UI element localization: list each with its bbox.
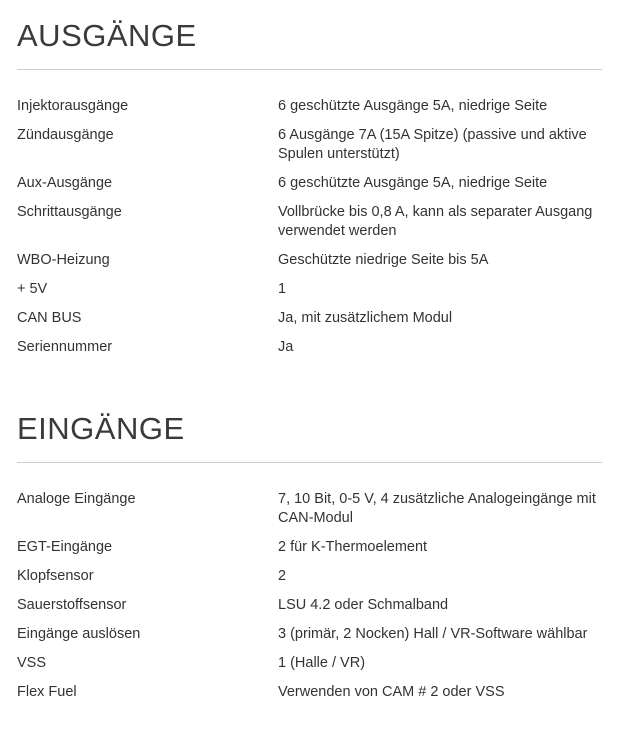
inputs-divider — [17, 462, 602, 463]
spec-label: + 5V — [17, 281, 48, 297]
spec-value: Vollbrücke bis 0,8 A, kann als separater Ausgang verwendet werden — [278, 204, 593, 239]
spec-label: EGT-Eingänge — [17, 539, 113, 555]
spec-value: 1 (Halle / VR) — [278, 655, 366, 671]
spec-row-stepper-outputs — [17, 203, 602, 241]
spec-label: Eingänge auslösen — [17, 626, 141, 642]
spec-label: CAN BUS — [17, 310, 82, 326]
spec-row-ignition-outputs — [17, 126, 602, 164]
spec-row-wbo-heater — [17, 251, 602, 270]
spec-label: Sauerstoffsensor — [17, 597, 127, 613]
spec-value: 6 geschützte Ausgänge 5A, niedrige Seite — [278, 98, 548, 114]
spec-value: Geschützte niedrige Seite bis 5A — [278, 252, 489, 268]
spec-label: Injektorausgänge — [17, 98, 129, 114]
spec-row-5v — [17, 280, 602, 299]
spec-value: 2 für K-Thermoelement — [278, 539, 428, 555]
spec-row-knock-sensor — [17, 567, 602, 586]
spec-value: 2 — [278, 568, 287, 584]
spec-row-oxygen-sensor — [17, 596, 602, 615]
spec-label: Seriennummer — [17, 339, 113, 355]
spec-value: 1 — [278, 281, 287, 297]
spec-row-vss — [17, 654, 602, 673]
outputs-divider — [17, 69, 602, 70]
spec-value: 6 Ausgänge 7A (15A Spitze) (passive und aktive Spulen unterstützt) — [278, 127, 587, 162]
spec-value: LSU 4.2 oder Schmalband — [278, 597, 449, 613]
inputs-section — [17, 410, 602, 712]
spec-row-flex-fuel — [17, 683, 602, 702]
outputs-spec-list — [17, 97, 602, 357]
outputs-section — [17, 17, 602, 367]
spec-value: 3 (primär, 2 Nocken) Hall / VR-Software wählbar — [278, 626, 588, 642]
spec-label: Flex Fuel — [17, 684, 77, 700]
spec-label: Analoge Eingänge — [17, 491, 136, 507]
spec-label: Zündausgänge — [17, 127, 114, 143]
inputs-spec-list — [17, 490, 602, 702]
spec-row-can-bus — [17, 309, 602, 328]
spec-label: Schrittausgänge — [17, 204, 122, 220]
spec-label: Aux-Ausgänge — [17, 175, 113, 191]
outputs-title: AUSGÄNGE — [17, 18, 197, 53]
spec-label: WBO-Heizung — [17, 252, 110, 268]
inputs-title: EINGÄNGE — [17, 411, 185, 446]
spec-row-serial-number — [17, 338, 602, 357]
spec-label: Klopfsensor — [17, 568, 94, 584]
spec-row-analog-inputs — [17, 490, 602, 528]
spec-value: 7, 10 Bit, 0-5 V, 4 zusätzliche Analogeingänge mit CAN-Modul — [278, 491, 596, 526]
spec-value: Verwenden von CAM # 2 oder VSS — [278, 684, 505, 700]
spec-row-aux-outputs — [17, 174, 602, 193]
spec-row-trigger-inputs — [17, 625, 602, 644]
spec-label: VSS — [17, 655, 47, 671]
spec-value: Ja, mit zusätzlichem Modul — [278, 310, 453, 326]
spec-row-egt-inputs — [17, 538, 602, 557]
spec-row-injector-outputs — [17, 97, 602, 116]
spec-value: 6 geschützte Ausgänge 5A, niedrige Seite — [278, 175, 548, 191]
spec-value: Ja — [278, 339, 294, 355]
